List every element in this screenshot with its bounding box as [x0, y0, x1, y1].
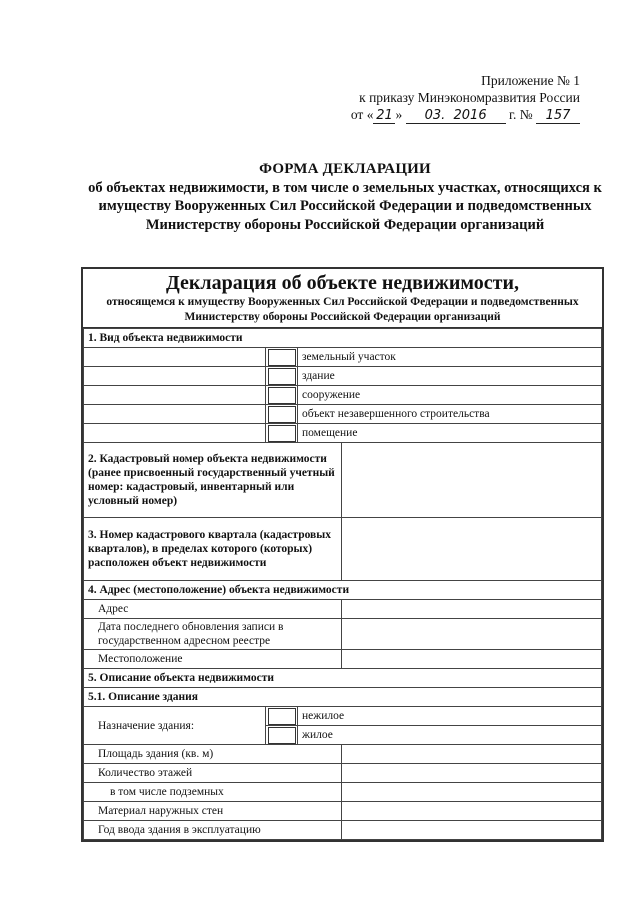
handwritten-month-year	[406, 109, 506, 124]
blank-cell	[84, 367, 266, 386]
appendix-order: к приказу Минэкономразвития России	[359, 90, 580, 105]
address-label: Адрес	[84, 600, 342, 619]
section51-header: 5.1. Описание здания	[84, 688, 602, 707]
handwritten-month: 03.	[424, 108, 446, 123]
option-structure: сооружение	[298, 386, 602, 405]
handwritten-day: 21	[373, 109, 395, 124]
option-building: здание	[298, 367, 602, 386]
appendix-date-line	[351, 106, 580, 124]
option-premises: помещение	[298, 424, 602, 443]
checkbox-cell[interactable]	[266, 424, 298, 443]
checkbox-cell[interactable]	[266, 726, 298, 745]
handwritten-number: 157	[536, 109, 580, 124]
location-field[interactable]	[342, 650, 602, 669]
object-type-row	[84, 367, 602, 386]
area-field[interactable]	[342, 745, 602, 764]
option-non-residential: нежилое	[298, 707, 602, 726]
blank-cell	[84, 348, 266, 367]
appendix-title: Приложение № 1	[481, 73, 580, 88]
checkbox-cell[interactable]	[266, 707, 298, 726]
object-type-row	[84, 424, 602, 443]
section2-row	[84, 443, 602, 518]
floors-label: Количество этажей	[84, 764, 342, 783]
blank-cell	[84, 405, 266, 424]
form-subtitle: об объектах недвижимости, в том числе о земельных участках, относящихся к имуществу Вооруженных Сил Российской Федерации и подведомственных Министерству обороны Российской Федерации организаций	[88, 179, 602, 233]
declaration-subtitle: относящемся к имуществу Вооруженных Сил Российской Федерации и подведомственных Министерству обороны Российской Федерации организаций	[106, 296, 579, 323]
underground-floors-label: в том числе подземных	[84, 783, 342, 802]
floors-field[interactable]	[342, 764, 602, 783]
checkbox-residential[interactable]	[268, 727, 296, 744]
object-type-row	[84, 348, 602, 367]
commission-year-field[interactable]	[342, 821, 602, 840]
checkbox-premises[interactable]	[268, 425, 296, 442]
date-prefix: от «	[350, 107, 374, 122]
section5-header-row	[84, 669, 602, 688]
section3-row	[84, 518, 602, 581]
address-update-field[interactable]	[342, 619, 602, 650]
form-title: ФОРМА ДЕКЛАРАЦИИ	[259, 161, 431, 177]
address-update-label: Дата последнего обновления записи в государственном адресном реестре	[84, 619, 342, 650]
commission-year-label: Год ввода здания в эксплуатацию	[84, 821, 342, 840]
section4-header: 4. Адрес (местоположение) объекта недвижимости	[84, 581, 602, 600]
section51-header-row	[84, 688, 602, 707]
declaration-header	[83, 269, 602, 328]
location-label: Местоположение	[84, 650, 342, 669]
option-land-plot: земельный участок	[298, 348, 602, 367]
option-unfinished-construction: объект незавершенного строительства	[298, 405, 602, 424]
floors-row	[84, 764, 602, 783]
checkbox-cell[interactable]	[266, 367, 298, 386]
option-residential: жилое	[298, 726, 602, 745]
section1-header-row	[84, 329, 602, 348]
checkbox-cell[interactable]	[266, 405, 298, 424]
blank-cell	[84, 424, 266, 443]
section2-label: 2. Кадастровый номер объекта недвижимости (ранее присвоенный государственный учетный номер: кадастровый, инвентарный или условный номер)	[84, 443, 342, 518]
appendix-block	[351, 72, 580, 124]
blank-cell	[84, 386, 266, 405]
underground-floors-field[interactable]	[342, 783, 602, 802]
wall-material-label: Материал наружных стен	[84, 802, 342, 821]
purpose-row	[84, 707, 602, 726]
checkbox-cell[interactable]	[266, 386, 298, 405]
wall-material-field[interactable]	[342, 802, 602, 821]
address-row	[84, 600, 602, 619]
declaration-form	[81, 267, 604, 842]
area-row	[84, 745, 602, 764]
area-label: Площадь здания (кв. м)	[84, 745, 342, 764]
form-heading	[80, 160, 610, 234]
object-type-row	[84, 386, 602, 405]
checkbox-structure[interactable]	[268, 387, 296, 404]
section3-label: 3. Номер кадастрового квартала (кадастровых кварталов), в пределах которого (которых) расположен объект недвижимости	[84, 518, 342, 581]
section5-header: 5. Описание объекта недвижимости	[84, 669, 602, 688]
commission-year-row	[84, 821, 602, 840]
address-update-row	[84, 619, 602, 650]
declaration-title: Декларация об объекте недвижимости,	[165, 272, 520, 294]
section1-header: 1. Вид объекта недвижимости	[84, 329, 602, 348]
checkbox-non-residential[interactable]	[268, 708, 296, 725]
date-mid: »	[395, 107, 403, 122]
checkbox-land-plot[interactable]	[268, 349, 296, 366]
date-suffix: г. №	[508, 107, 533, 122]
cadastral-quarter-field[interactable]	[342, 518, 602, 581]
cadastral-number-field[interactable]	[342, 443, 602, 518]
declaration-table	[83, 328, 602, 840]
checkbox-cell[interactable]	[266, 348, 298, 367]
underground-floors-row	[84, 783, 602, 802]
address-field[interactable]	[342, 600, 602, 619]
wall-material-row	[84, 802, 602, 821]
handwritten-year: 2016	[453, 108, 487, 123]
purpose-label: Назначение здания:	[84, 707, 266, 745]
checkbox-unfinished-construction[interactable]	[268, 406, 296, 423]
section4-header-row	[84, 581, 602, 600]
checkbox-building[interactable]	[268, 368, 296, 385]
object-type-row	[84, 405, 602, 424]
location-row	[84, 650, 602, 669]
